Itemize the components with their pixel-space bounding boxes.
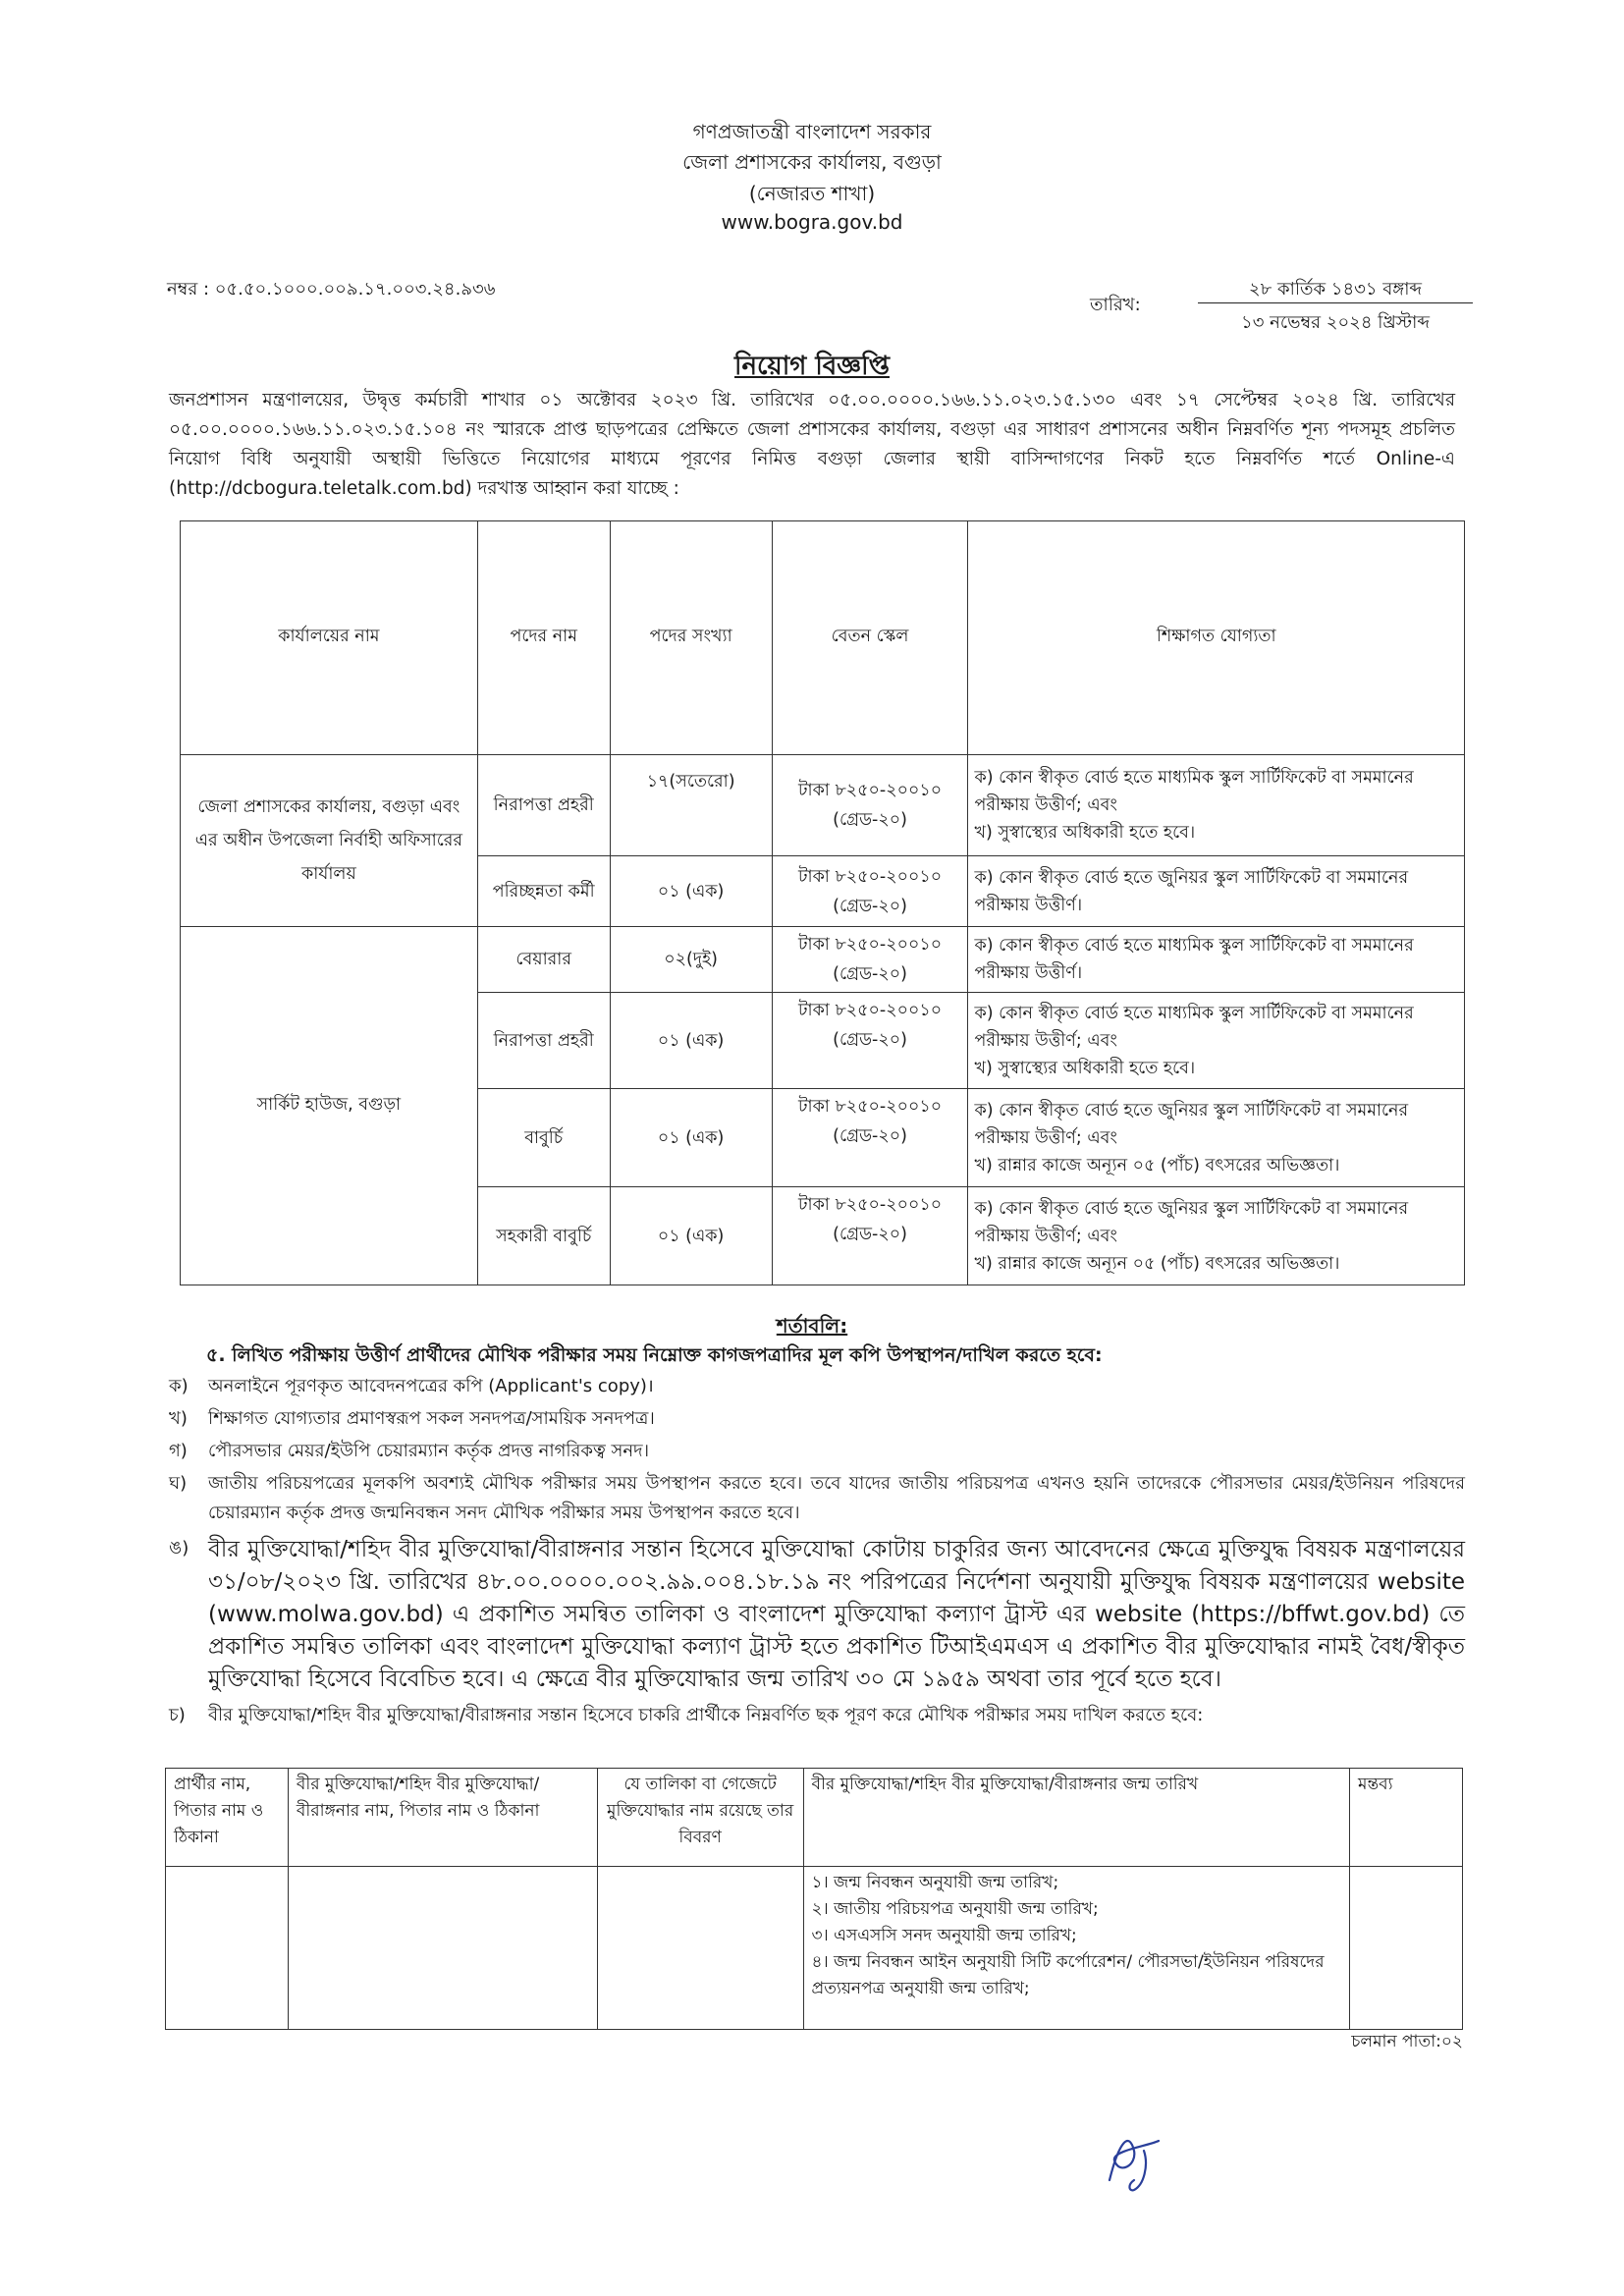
condition-mark: গ) — [169, 1441, 188, 1461]
condition-mark: চ) — [169, 1705, 186, 1725]
scale-grade: (গ্রেড-২০) — [833, 810, 907, 830]
dob-item: ৪। জন্ম নিবন্ধন আইন অনুযায়ী সিটি কর্পোরেশন/ পৌরসভা/ইউনিয়ন পরিষদের প্রত্যয়নপত্র অনুযায়ী জন্ম তারিখ; — [811, 1952, 1325, 1998]
table-header-row — [181, 521, 1465, 755]
scale-amount: টাকা ৮২৫০-২০০১০ — [797, 1001, 943, 1020]
scale-grade: (গ্রেড-২০) — [833, 1126, 907, 1146]
scale-cell — [772, 993, 968, 1089]
notice-title: নিয়োগ বিজ্ঞপ্তি — [734, 352, 890, 381]
condition-mark: ক) — [169, 1376, 189, 1396]
condition-mark: ঙ) — [169, 1538, 189, 1558]
qualification-line: ক) কোন স্বীকৃত বোর্ড হতে জুনিয়র স্কুল সার্টিফিকেট বা সমমানের পরীক্ষায় উত্তীর্ণ; এবং — [974, 1198, 1409, 1246]
post-cell: পরিচ্ছন্নতা কর্মী — [477, 856, 610, 927]
scale-cell — [772, 1089, 968, 1187]
condition-text: বীর মুক্তিযোদ্ধা/শহিদ বীর মুক্তিযোদ্ধা/বীরাঙ্গনার সন্তান হিসেবে মুক্তিযোদ্ধা কোটায় চাকুরির জন্য আবেদনের ক্ষেত্রে মুক্তিযুদ্ধ বিষয়ক মন্ত্রণালয়ের ৩১/০৮/২০২৩ খ্রি. তারিখের ৪৮.০০.০০০০.০০২.৯৯.০০৪.১৮.১৯ নং পরিপত্রের নির্দেশনা অনুযায়ী মুক্তিযুদ্ধ বিষয়ক মন্ত্রণালয়ের website (www.molwa.gov.bd) এ প্রকাশিত সমন্বিত তালিকা ও বাংলাদেশ মুক্তিযোদ্ধা কল্যাণ ট্রাস্ট এর website (https://bffwt.gov.bd) তে প্রকাশিত সমন্বিত তালিকা এবং বাংলাদেশ মুক্তিযোদ্ধা কল্যাণ ট্রাস্ট হতে প্রকাশিত টিআইএমএস এ প্রকাশিত বীর মুক্তিযোদ্ধার নামই বৈধ/স্বীকৃত মুক্তিযোদ্ধা হিসেবে বিবেচিত হবে। এ ক্ষেত্রে বীর মুক্তিযোদ্ধার জন্ম তারিখ ৩০ মে ১৯৫৯ অথবা তার পূর্বে হতে হবে। — [208, 1537, 1465, 1692]
date-divider — [1198, 302, 1473, 303]
qualification-cell — [968, 1187, 1465, 1285]
scale-cell — [772, 1187, 968, 1285]
condition-text: জাতীয় পরিচয়পত্রের মূলকপি অবশ্যই মৌখিক পরীক্ষার সময় উপস্থাপন করতে হবে। তবে যাদের জাতীয় পরিচয়পত্র এখনও হয়নি তাদেরকে পৌরসভার মেয়র/ইউনিয়ন পরিষদের চেয়ারম্যান কর্তৃক প্রদত্ত জন্মনিবন্ধন সনদ মৌখিক পরীক্ষার সময় উপস্থাপন করতে হবে। — [208, 1473, 1465, 1523]
website-link[interactable]: www.bogra.gov.bd — [721, 210, 903, 234]
condition-text: বীর মুক্তিযোদ্ধা/শহিদ বীর মুক্তিযোদ্ধা/বীরাঙ্গনার সন্তান হিসেবে চাকরি প্রার্থীকে নিম্নবর্ণিত ছক পূরণ করে মৌখিক পরীক্ষার সময় দাখিল করতে হবে: — [208, 1705, 1204, 1725]
date-bangla: ২৮ কার্তিক ১৪৩১ বঙ্গাব্দ — [1248, 279, 1423, 300]
header-count: পদের সংখ্যা — [610, 521, 772, 755]
form-header-remarks: মন্তব্য — [1350, 1769, 1463, 1867]
post-cell: বেয়ারার — [477, 927, 610, 993]
post-cell: সহকারী বাবুর্চি — [477, 1187, 610, 1285]
office-name: জেলা প্রশাসকের কার্যালয়, বগুড়া — [682, 150, 942, 174]
condition-item — [169, 1372, 1465, 1401]
running-page-label: চলমান পাতা:০২ — [1351, 2032, 1463, 2051]
qualification-line: ক) কোন স্বীকৃত বোর্ড হতে জুনিয়র স্কুল সার্টিফিকেট বা সমমানের পরীক্ষায় উত্তীর্ণ; এবং — [974, 1100, 1409, 1148]
scale-amount: টাকা ৮২৫০-২০০১০ — [797, 1097, 943, 1117]
header-qualification: শিক্ষাগত যোগ্যতা — [968, 521, 1465, 755]
qualification-cell — [968, 927, 1465, 993]
form-header-row — [166, 1769, 1463, 1867]
office-cell: সার্কিট হাউজ, বগুড়া — [181, 927, 478, 1285]
count-cell: ০২(দুই) — [610, 927, 772, 993]
date-label: তারিখ: — [1090, 295, 1141, 315]
scale-amount: টাকা ৮২৫০-২০০১০ — [797, 1195, 943, 1215]
condition-item — [169, 1534, 1465, 1696]
vacancy-table — [180, 520, 1465, 1285]
qualification-line: ক) কোন স্বীকৃত বোর্ড হতে জুনিয়র স্কুল সার্টিফিকেট বা সমমানের পরীক্ষায় উত্তীর্ণ। — [974, 867, 1409, 915]
scale-cell — [772, 927, 968, 993]
condition-text: শিক্ষাগত যোগ্যতার প্রমাণস্বরূপ সকল সনদপত্র/সাময়িক সনদপত্র। — [208, 1408, 655, 1429]
condition-item — [169, 1437, 1465, 1466]
count-cell: ০১ (এক) — [610, 1187, 772, 1285]
qualification-cell — [968, 856, 1465, 927]
dob-item: ৩। এসএসসি সনদ অনুযায়ী জন্ম তারিখ; — [811, 1926, 1077, 1945]
header-office: কার্যালয়ের নাম — [181, 521, 478, 755]
branch-name: (নেজারত শাখা) — [748, 182, 876, 205]
header-post: পদের নাম — [477, 521, 610, 755]
count-cell: ০১ (এক) — [610, 1089, 772, 1187]
condition-item — [169, 1469, 1465, 1528]
condition-text: অনলাইনে পূরণকৃত আবেদনপত্রের কপি (Applicant's copy)। — [208, 1376, 654, 1396]
memo-number: নম্বর : ০৫.৫০.১০০০.০০৯.১৭.০০৩.২৪.৯৩৬ — [167, 279, 496, 300]
post-cell: বাবুর্চি — [477, 1089, 610, 1187]
qualification-line: ক) কোন স্বীকৃত বোর্ড হতে মাধ্যমিক স্কুল সার্টিফিকেট বা সমমানের পরীক্ষায় উত্তীর্ণ; এবং — [974, 768, 1414, 815]
form-cell-dob — [803, 1867, 1349, 2030]
form-header-dob: বীর মুক্তিযোদ্ধা/শহিদ বীর মুক্তিযোদ্ধা/বীরাঙ্গনার জন্ম তারিখ — [803, 1769, 1349, 1867]
form-cell-applicant[interactable] — [166, 1867, 289, 2030]
condition-item — [169, 1701, 1465, 1730]
qualification-line: ক) কোন স্বীকৃত বোর্ড হতে মাধ্যমিক স্কুল সার্টিফিকেট বা সমমানের পরীক্ষায় উত্তীর্ণ; এবং — [974, 1003, 1414, 1051]
qualification-line: খ) রান্নার কাজে অন্যূন ০৫ (পাঁচ) বৎসরের অভিজ্ঞতা। — [974, 1155, 1340, 1175]
count-cell: ০১ (এক) — [610, 993, 772, 1089]
form-cell-freedom-fighter[interactable] — [288, 1867, 597, 2030]
condition-item — [169, 1404, 1465, 1434]
post-cell: নিরাপত্তা প্রহরী — [477, 993, 610, 1089]
dob-item: ১। জন্ম নিবন্ধন অনুযায়ী জন্ম তারিখ; — [811, 1873, 1059, 1892]
scale-grade: (গ্রেড-২০) — [833, 964, 907, 984]
scale-grade: (গ্রেড-২০) — [833, 1225, 907, 1244]
intro-paragraph: জনপ্রশাসন মন্ত্রণালয়ের, উদ্বৃত্ত কর্মচারী শাখার ০১ অক্টোবর ২০২৩ খ্রি. তারিখের ০৫.০০.০০০০.১৬৬.১১.০২৩.১৫.১৩০ এবং ১৭ সেপ্টেম্বর ২০২৪ খ্রি. তারিখের ০৫.০০.০০০০.১৬৬.১১.০২৩.১৫.১০৪ নং স্মারকে প্রাপ্ত ছাড়পত্রের প্রেক্ষিতে জেলা প্রশাসকের কার্যালয়, বগুড়া এর সাধারণ প্রশাসনের অধীন নিম্নবর্ণিত শূন্য পদসমূহ প্রচলিত নিয়োগ বিধি অনুযায়ী অস্থায়ী ভিত্তিতে নিয়োগের মাধ্যমে পূরণের নিমিত্ত বগুড়া জেলার স্থায়ী বাসিন্দাগণের নিকট হতে নিম্নবর্ণিত শর্তে Online-এ (http://dcbogura.teletalk.com.bd) দরখাস্ত আহ্বান করা যাচ্ছে : — [169, 390, 1455, 499]
form-header-list: যে তালিকা বা গেজেটে মুক্তিযোদ্ধার নাম রয়েছে তার বিবরণ — [597, 1769, 803, 1867]
form-cell-remarks[interactable] — [1350, 1867, 1463, 2030]
table-row — [181, 755, 1465, 856]
office-cell: জেলা প্রশাসকের কার্যালয়, বগুড়া এবং এর অধীন উপজেলা নির্বাহী অফিসারের কার্যালয় — [181, 755, 478, 927]
conditions-title: শর্তাবলি: — [776, 1314, 848, 1338]
qualification-cell — [968, 755, 1465, 856]
freedom-fighter-form-table — [165, 1768, 1463, 2030]
form-entry-row — [166, 1867, 1463, 2030]
form-cell-list[interactable] — [597, 1867, 803, 2030]
conditions-heading: ৫. লিখিত পরীক্ষায় উত্তীর্ণ প্রার্থীদের মৌখিক পরীক্ষার সময় নিম্নোক্ত কাগজপত্রাদির মূল কপি উপস্থাপন/দাখিল করতে হবে: — [206, 1344, 1103, 1366]
condition-mark: খ) — [169, 1408, 188, 1429]
dob-item: ২। জাতীয় পরিচয়পত্র অনুযায়ী জন্ম তারিখ; — [811, 1899, 1099, 1919]
qualification-line: খ) সুস্বাস্থ্যের অধিকারী হতে হবে। — [974, 1058, 1196, 1078]
count-cell: ১৭(সতেরো) — [610, 755, 772, 856]
scale-grade: (গ্রেড-২০) — [833, 896, 907, 916]
scale-amount: টাকা ৮২৫০-২০০১০ — [797, 935, 943, 955]
condition-mark: ঘ) — [169, 1473, 188, 1494]
qualification-cell — [968, 1089, 1465, 1187]
signature-mark — [1090, 2121, 1178, 2200]
form-header-freedom-fighter: বীর মুক্তিযোদ্ধা/শহিদ বীর মুক্তিযোদ্ধা/বীরাঙ্গনার নাম, পিতার নাম ও ঠিকানা — [288, 1769, 597, 1867]
scale-amount: টাকা ৮২৫০-২০০১০ — [797, 866, 943, 887]
government-name: গণপ্রজাতন্ত্রী বাংলাদেশ সরকার — [692, 120, 932, 143]
scale-cell — [772, 755, 968, 856]
post-cell: নিরাপত্তা প্রহরী — [477, 755, 610, 856]
table-row — [181, 927, 1465, 993]
condition-text: পৌরসভার মেয়র/ইউপি চেয়ারম্যান কর্তৃক প্রদত্ত নাগরিকত্ব সনদ। — [208, 1441, 650, 1461]
count-cell: ০১ (এক) — [610, 856, 772, 927]
form-header-applicant: প্রার্থীর নাম, পিতার নাম ও ঠিকানা — [166, 1769, 289, 1867]
qualification-line: ক) কোন স্বীকৃত বোর্ড হতে মাধ্যমিক স্কুল সার্টিফিকেট বা সমমানের পরীক্ষায় উত্তীর্ণ। — [974, 936, 1414, 983]
qualification-cell — [968, 993, 1465, 1089]
scale-grade: (গ্রেড-২০) — [833, 1030, 907, 1050]
date-gregorian: ১৩ নভেম্বর ২০২৪ খ্রিস্টাব্দ — [1241, 312, 1430, 333]
scale-amount: টাকা ৮২৫০-২০০১০ — [797, 781, 943, 800]
qualification-line: খ) রান্নার কাজে অন্যূন ০৫ (পাঁচ) বৎসরের অভিজ্ঞতা। — [974, 1253, 1340, 1274]
header-scale: বেতন স্কেল — [772, 521, 968, 755]
scale-cell — [772, 856, 968, 927]
qualification-line: খ) সুস্বাস্থ্যের অধিকারী হতে হবে। — [974, 823, 1196, 843]
